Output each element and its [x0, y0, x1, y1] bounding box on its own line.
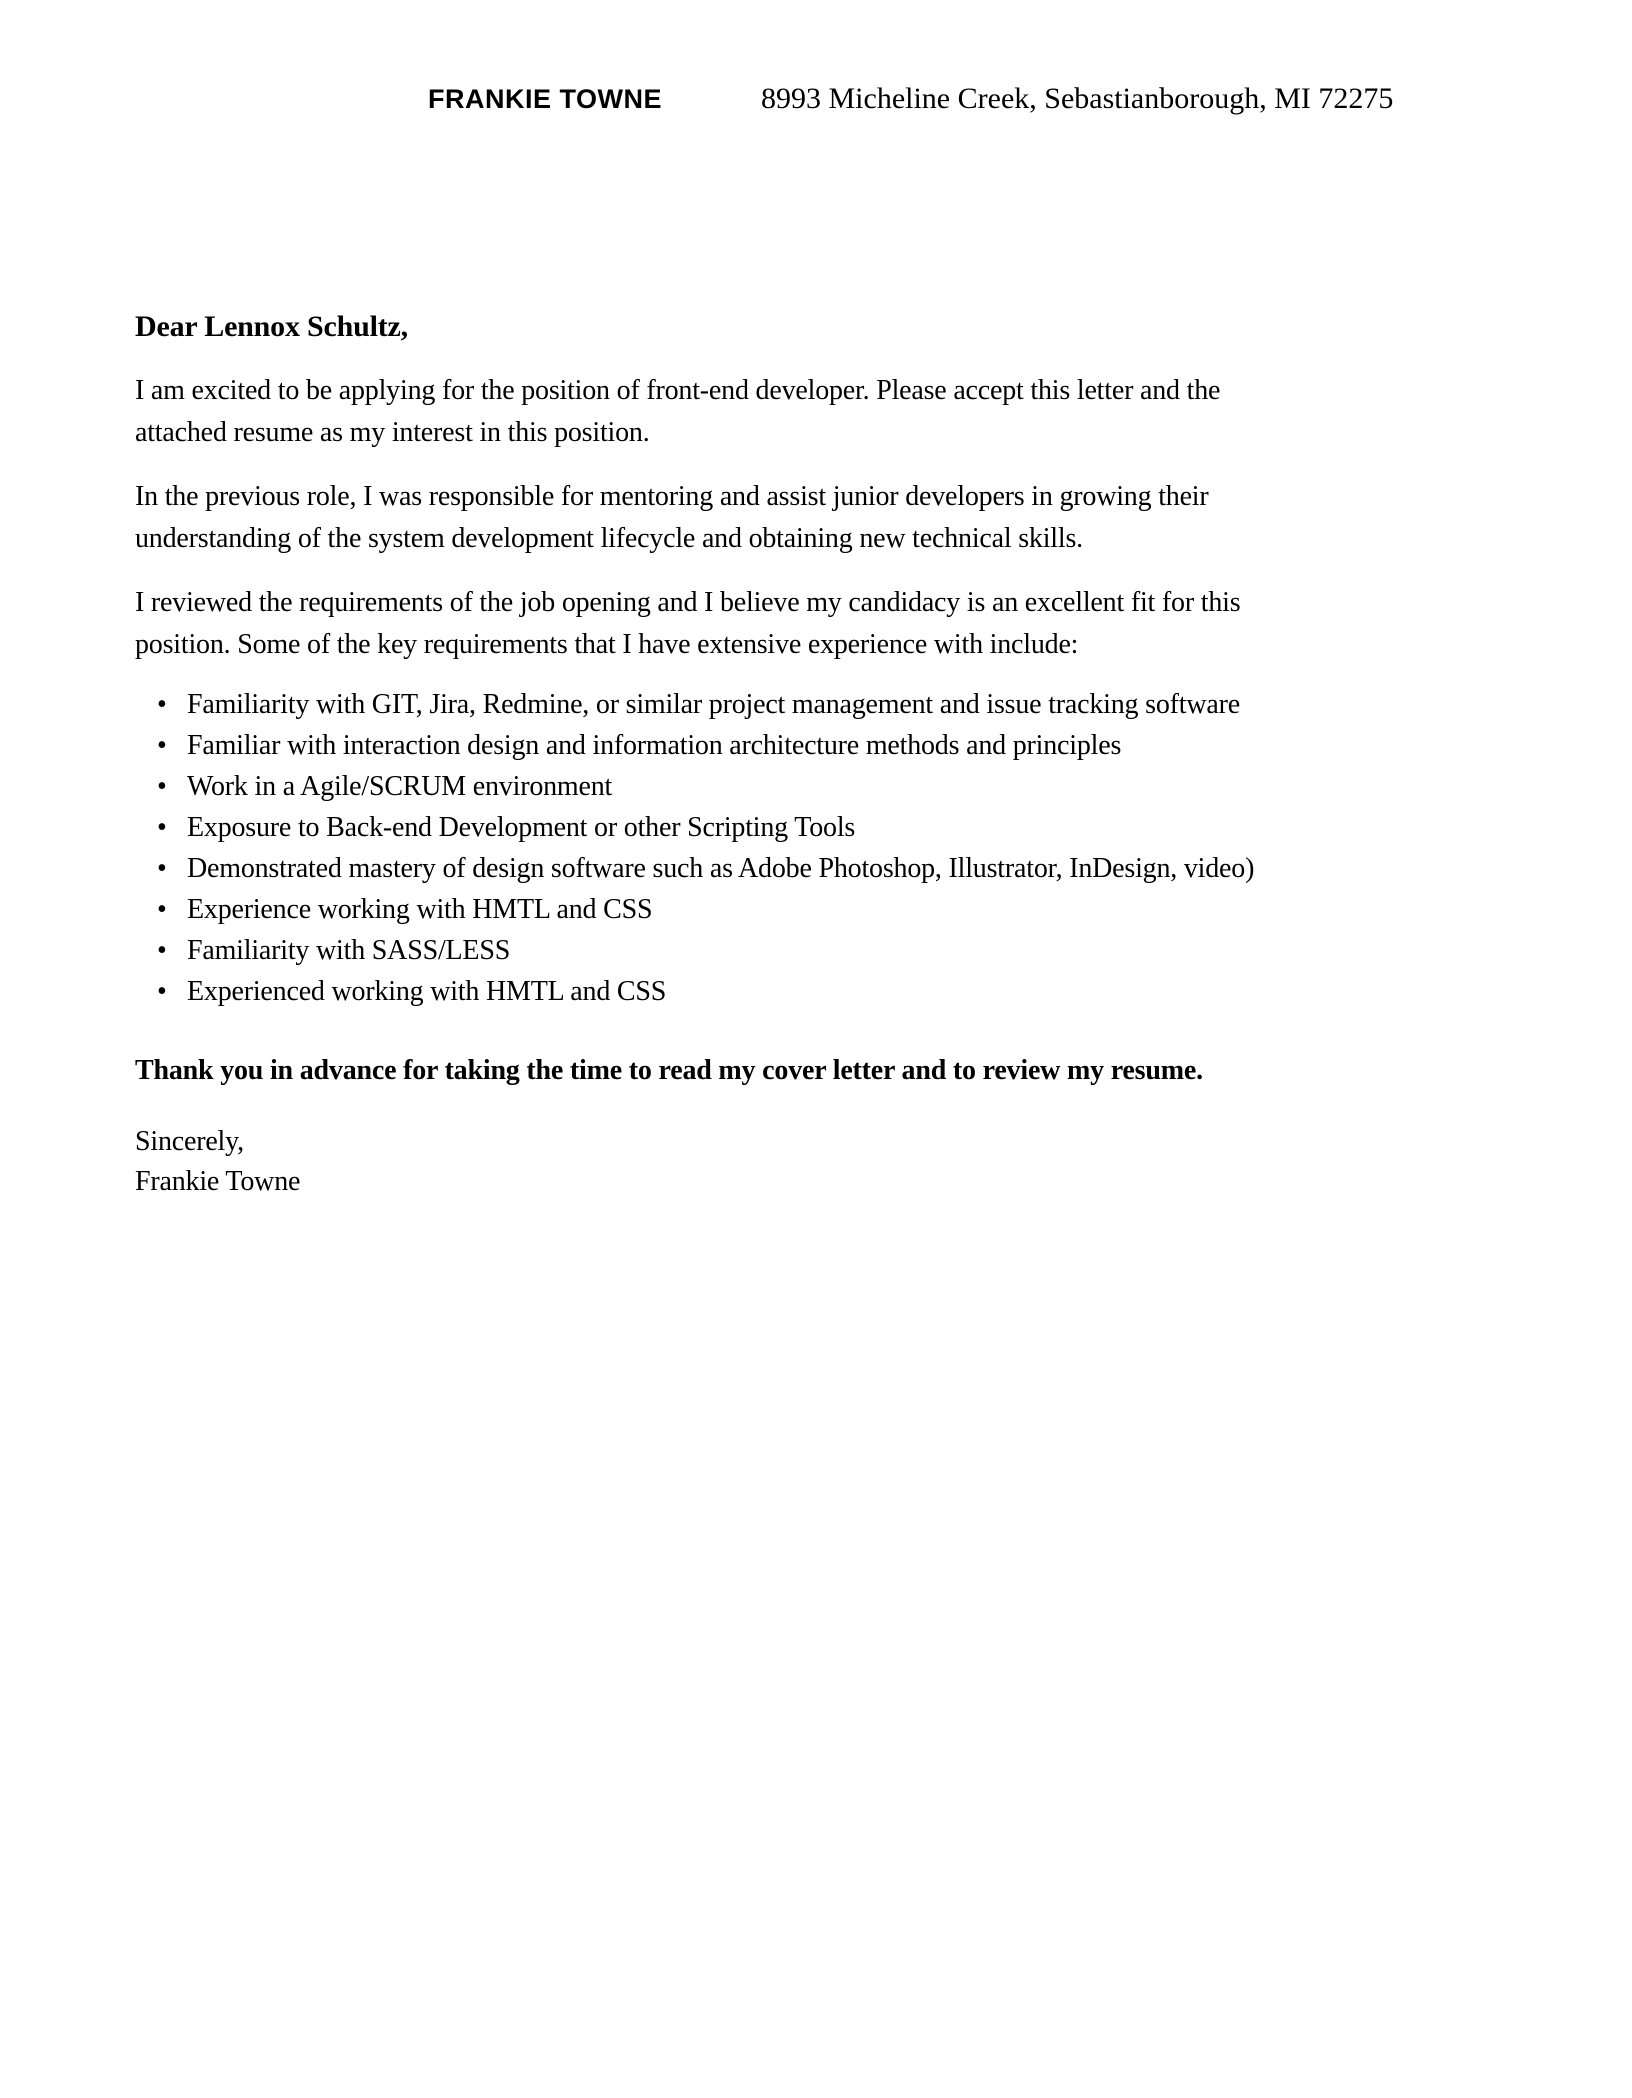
bullet-item	[135, 807, 1505, 848]
signoff	[135, 1122, 1505, 1202]
bullet-item	[135, 889, 1505, 930]
bullet-dot-icon: •	[157, 853, 167, 884]
paragraph-line: I reviewed the requirements of the job opening and I believe my candidacy is an excellent fit for this	[135, 587, 1241, 618]
signoff-sincerely: Sincerely,	[135, 1126, 244, 1157]
paragraph-line: I am excited to be applying for the position of front-end developer. Please accept this letter and the	[135, 375, 1221, 406]
signoff-name: Frankie Towne	[135, 1166, 301, 1197]
bullet-text: Familiar with interaction design and information architecture methods and principles	[187, 730, 1122, 761]
salutation: Dear Lennox Schultz,	[135, 310, 408, 343]
bullet-item	[135, 930, 1505, 971]
bullet-item	[135, 725, 1505, 766]
paragraph-line: position. Some of the key requirements that I have extensive experience with include:	[135, 629, 1079, 660]
bullet-text: Experience working with HMTL and CSS	[187, 894, 653, 925]
letter-body	[135, 306, 1505, 1202]
bullet-dot-icon: •	[157, 812, 167, 843]
bullet-text: Experienced working with HMTL and CSS	[187, 976, 667, 1007]
bullet-item	[135, 766, 1505, 807]
bullet-text: Familiarity with GIT, Jira, Redmine, or similar project management and issue tracking software	[187, 689, 1240, 720]
paragraph-line: attached resume as my interest in this position.	[135, 417, 650, 448]
paragraph-line: understanding of the system development lifecycle and obtaining new technical skills.	[135, 523, 1083, 554]
sender-address: 8993 Micheline Creek, Sebastianborough, MI 72275	[761, 82, 1394, 115]
bullet-dot-icon: •	[157, 689, 167, 720]
bullet-dot-icon: •	[157, 894, 167, 925]
bullet-item	[135, 684, 1505, 725]
requirements-bullet-list	[135, 684, 1505, 1012]
sender-name: FRANKIE TOWNE	[428, 84, 662, 114]
bullet-dot-icon: •	[157, 771, 167, 802]
paragraph-intro	[135, 370, 1505, 454]
bullet-dot-icon: •	[157, 730, 167, 761]
bullet-text: Work in a Agile/SCRUM environment	[187, 771, 613, 802]
bullet-dot-icon: •	[157, 935, 167, 966]
closing-thank-you: Thank you in advance for taking the time to read my cover letter and to review my resume.	[135, 1055, 1203, 1086]
letter-header	[428, 82, 1393, 116]
bullet-text: Familiarity with SASS/LESS	[187, 935, 511, 966]
paragraph-requirements	[135, 582, 1505, 666]
bullet-text: Demonstrated mastery of design software such as Adobe Photoshop, Illustrator, InDesign, video)	[187, 853, 1255, 884]
bullet-item	[135, 848, 1505, 889]
bullet-text: Exposure to Back-end Development or other Scripting Tools	[187, 812, 856, 843]
bullet-dot-icon: •	[157, 976, 167, 1007]
paragraph-line: In the previous role, I was responsible for mentoring and assist junior developers in growing their	[135, 481, 1209, 512]
bullet-item	[135, 971, 1505, 1012]
paragraph-previous-role	[135, 476, 1505, 560]
